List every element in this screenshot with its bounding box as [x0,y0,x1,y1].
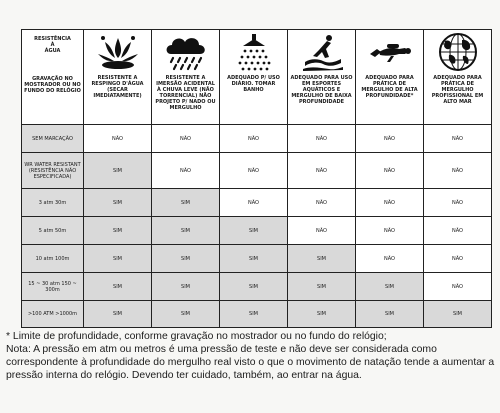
row-label: 3 atm 30m [22,189,84,217]
table-cell: NÃO [288,125,356,153]
table-row [22,301,492,328]
table-cell: NÃO [288,189,356,217]
column-label: ADEQUADO PARA PRÁTICA DE MERGULHO PROFISSIONAL EM ALTO MAR [431,75,484,105]
table-cell: SIM [152,189,220,217]
table-cell: SIM [288,245,356,273]
column-header-shower [220,30,288,125]
table-cell: SIM [84,301,152,328]
table-cell: SIM [152,301,220,328]
row-label: 5 atm 50m [22,217,84,245]
water-resistance-table [21,29,492,328]
table-cell: NÃO [424,125,492,153]
table-cell: SIM [288,301,356,328]
column-label: ADEQUADO P/ USO DIÁRIO. TOMAR BANHO [227,75,280,93]
footnotes [6,330,496,382]
rain-cloud-icon [163,32,209,72]
column-header-splash [84,30,152,125]
table-row [22,153,492,189]
table-cell: NÃO [356,217,424,245]
table-cell: SIM [152,245,220,273]
table-row [22,125,492,153]
table-cell: NÃO [220,125,288,153]
table-body [22,125,492,328]
table-cell: SIM [152,217,220,245]
footnote-pressure-note: Nota: A pressão em atm ou metros é uma pressão de teste e não deve ser considerada como correspondente à profundidade do mergulho real visto o que o movimento de natação tende a aumentar a pressão interna do relógio. Devendo ter cuidado, também, ao entrar na água. [6,344,495,381]
table-row [22,245,492,273]
table-cell: NÃO [220,153,288,189]
table-cell: NÃO [152,125,220,153]
table-cell: SIM [356,301,424,328]
table-cell: NÃO [288,217,356,245]
row-label: 10 atm 100m [22,245,84,273]
table-cell: SIM [220,217,288,245]
column-header-rain [152,30,220,125]
table-cell: NÃO [152,153,220,189]
header-top-text: RESISTÊNCIA À ÁGUA [34,36,71,54]
table-cell: NÃO [84,125,152,153]
globe-icon [435,31,481,73]
column-header-globe [424,30,492,125]
row-label: >100 ATM >1000m [22,301,84,328]
table-cell: SIM [84,217,152,245]
row-label: WR WATER RESISTANT (RESISTÊNCIA NÃO ESPECIFICADA) [22,153,84,189]
table-cell: NÃO [356,153,424,189]
table-cell: SIM [356,273,424,301]
footnote-depth-limit: * Limite de profundidade, conforme gravação no mostrador ou no fundo do relógio; [6,331,387,342]
column-label: RESISTENTE A RESPINGO D'ÁGUA (SECAR IMEDIATAMENTE) [91,75,144,99]
row-label: SEM MARCAÇÃO [22,125,84,153]
table-cell: NÃO [288,153,356,189]
swimmer-icon [299,32,345,72]
column-label: ADEQUADO PARA PRÁTICA DE MERGULHO DE ALTA PROFUNDIDADE* [361,75,418,99]
table-cell: NÃO [220,189,288,217]
header-bottom-text: GRAVAÇÃO NO MOSTRADOR OU NO FUNDO DO RELÓGIO [24,76,81,94]
table-cell: NÃO [356,189,424,217]
table-cell: SIM [84,273,152,301]
table-cell: SIM [84,153,152,189]
table-cell: NÃO [424,245,492,273]
header-resistance-label [22,30,84,125]
table-cell: SIM [288,273,356,301]
water-splash-icon [95,32,141,72]
table-cell: NÃO [356,125,424,153]
table-cell: NÃO [356,245,424,273]
diver-icon [367,32,413,72]
table-cell: NÃO [424,189,492,217]
table-cell: SIM [152,273,220,301]
table-cell: SIM [220,273,288,301]
header-row [22,30,492,125]
table-cell: SIM [220,301,288,328]
table-cell: SIM [220,245,288,273]
column-label: RESISTENTE A IMERSÃO ACIDENTAL À CHUVA LEVE (NÃO TORRENCIAL) NÃO PROJETO P/ NADO OU MERGULHO [155,75,216,111]
table-cell: SIM [84,245,152,273]
table-cell: SIM [424,301,492,328]
table-row [22,273,492,301]
table-cell: SIM [84,189,152,217]
table-row [22,217,492,245]
row-label: 15 ~ 30 atm 150 ~ 300m [22,273,84,301]
table-cell: NÃO [424,153,492,189]
column-header-swimmer [288,30,356,125]
column-header-diver [356,30,424,125]
table-cell: NÃO [424,273,492,301]
column-label: ADEQUADO PARA USO EM ESPORTES AQUÁTICOS E MERGULHO DE BAIXA PROFUNDIDADE [290,75,353,105]
shower-icon [231,32,277,72]
table-row [22,189,492,217]
table-cell: NÃO [424,217,492,245]
